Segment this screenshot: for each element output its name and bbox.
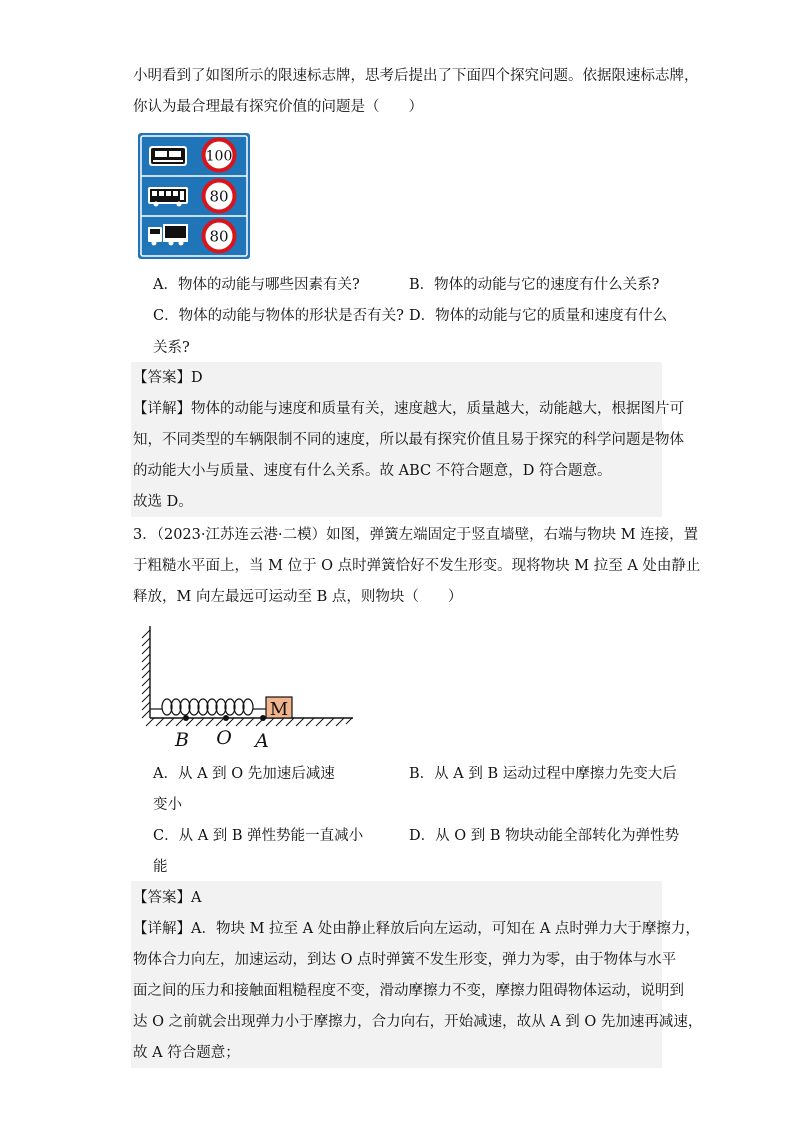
point-b-label: B — [175, 729, 189, 751]
q2-option-b[interactable]: B．物体的动能与它的速度有什么关系? — [409, 277, 660, 293]
q3-detail-line-5: 故 A 符合题意； — [133, 1045, 240, 1061]
q3-detail-line-1: 【详解】A．物块 M 拉至 A 处由静止释放后向左运动，可知在 A 点时弹力大于摩擦力， — [133, 921, 700, 937]
q3-answer-panel — [131, 881, 662, 1068]
limit-value-truck: 80 — [209, 227, 229, 246]
q2-option-d-continued: 关系? — [153, 340, 190, 356]
q2-stem-line-1: 小明看到了如图所示的限速标志牌，思考后提出了下面四个探究问题。依据限速标志牌， — [133, 68, 699, 84]
point-a-dot — [260, 715, 266, 721]
speed-limit-sign — [138, 133, 250, 259]
car-icon — [149, 146, 187, 166]
speed-limit-80-truck-icon — [204, 221, 235, 252]
block-label: M — [269, 699, 289, 720]
point-a-label: A — [255, 730, 269, 752]
q3-option-a[interactable]: A．从 A 到 O 先加速后减速 — [153, 766, 335, 782]
limit-value-bus: 80 — [209, 187, 229, 206]
q2-answer: 【答案】D — [133, 370, 203, 386]
q2-detail-line-3: 的动能大小与质量、速度有什么关系。故 ABC 不符合题意，D 符合题意。 — [133, 463, 612, 479]
speed-limit-80-bus-icon — [204, 181, 235, 212]
q2-detail-line-4: 故选 D。 — [133, 494, 193, 510]
ground-hatching — [146, 718, 353, 726]
q2-detail-line-1: 【详解】物体的动能与速度和质量有关，速度越大，质量越大，动能越大，根据图片可 — [133, 401, 684, 417]
q3-detail-line-4: 达 O 之前就会出现弹力小于摩擦力，合力向右，开始减速，故从 A 到 O 先加速再减速， — [133, 1014, 703, 1030]
point-b-dot — [183, 715, 189, 721]
limit-value-car: 100 — [205, 148, 233, 165]
q2-option-a[interactable]: A．物体的动能与哪些因素有关? — [153, 277, 360, 293]
speed-limit-100-icon — [204, 140, 235, 171]
q3-option-b[interactable]: B．从 A 到 B 运动过程中摩擦力先变大后 — [409, 766, 677, 782]
q3-stem-line-3: 释放，M 向左最远可运动至 B 点，则物块（ ） — [133, 589, 463, 605]
point-o-label: O — [216, 727, 232, 749]
spring-coil — [150, 699, 266, 715]
q3-option-d[interactable]: D．从 O 到 B 物块动能全部转化为弹性势 — [409, 828, 680, 844]
q3-answer: 【答案】A — [133, 890, 202, 906]
q3-option-d-continued: 能 — [153, 859, 168, 875]
q2-stem-line-2: 你认为最合理最有探究价值的问题是（ ） — [133, 99, 423, 115]
q3-option-c[interactable]: C．从 A 到 B 弹性势能一直减小 — [153, 828, 364, 844]
q3-stem-line-2: 于粗糙水平面上，当 M 位于 O 点时弹簧恰好不发生形变。现将物块 M 拉至 A 处由静止 — [133, 558, 701, 574]
block-m — [266, 697, 292, 720]
q3-option-b-continued: 变小 — [153, 797, 182, 813]
q2-option-c[interactable]: C．物体的动能与物体的形状是否有关? — [153, 308, 404, 324]
q3-detail-line-2: 物体合力向左，加速运动，到达 O 点时弹簧不发生形变，弹力为零，由于物体与水平 — [133, 952, 677, 968]
spring-block-diagram — [138, 624, 358, 754]
wall-hatching — [142, 626, 150, 718]
q2-detail-line-2: 知，不同类型的车辆限制不同的速度，所以最有探究价值且易于探究的科学问题是物体 — [133, 432, 684, 448]
q3-detail-line-3: 面之间的压力和接触面粗糙程度不变，滑动摩擦力不变，摩擦力阻碍物体运动，说明到 — [133, 983, 684, 999]
q3-stem-line-1: 3．（2023·江苏连云港·二模）如图，弹簧左端固定于竖直墙壁，右端与物块 M 连接，置 — [133, 527, 699, 543]
point-o-dot — [223, 715, 229, 721]
bus-icon — [148, 187, 188, 207]
q2-option-d[interactable]: D．物体的动能与它的质量和速度有什么 — [409, 308, 668, 324]
